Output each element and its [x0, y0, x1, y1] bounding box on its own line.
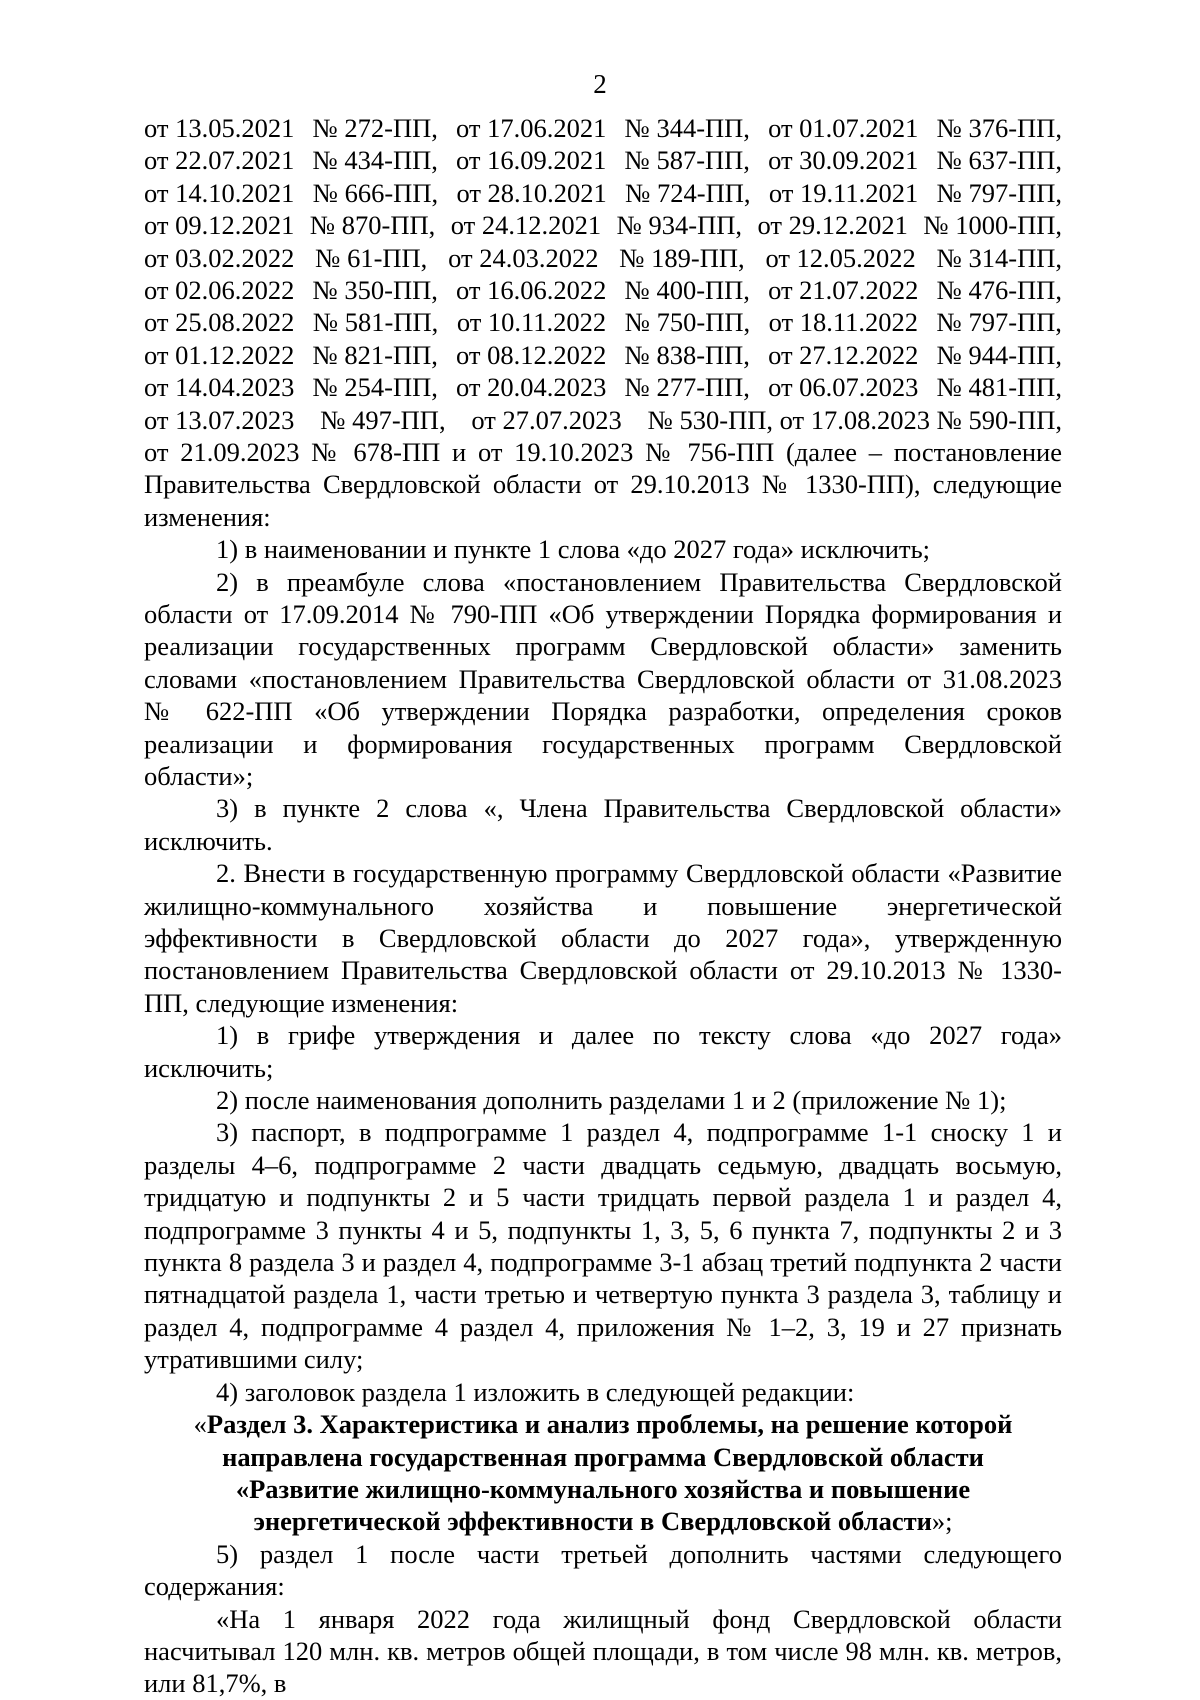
reference-number: № 481-ПП,: [936, 372, 1062, 403]
page-number: 2: [593, 69, 607, 99]
reference-date: от 13.07.2023: [144, 404, 295, 435]
reference-date: от 16.06.2022: [456, 274, 607, 305]
reference-number: № 272-ПП,: [312, 113, 438, 143]
section-heading: [144, 1408, 1062, 1538]
reference-number: № 797-ПП,: [936, 307, 1062, 338]
reference-date: от 12.05.2022: [765, 242, 916, 273]
reference-number: № 254-ПП,: [312, 372, 438, 403]
references-list: [144, 112, 1062, 436]
reference-number: № 821-ПП,: [312, 339, 438, 370]
reference-date: от 21.07.2022: [768, 274, 919, 305]
reference-date: от 20.04.2023: [456, 372, 607, 403]
reference-date: от 24.12.2021: [450, 210, 602, 241]
amendment-item: 3) в пункте 2 слова «, Члена Правительства Свердловской области» исключить.: [144, 793, 1062, 856]
reference-number: № 934-ПП,: [616, 210, 742, 241]
heading-text: Раздел 3. Характеристика и анализ проблемы, на решение которой: [206, 1409, 1013, 1440]
reference-number: № 476-ПП,: [936, 274, 1062, 305]
amendment-item: 3) паспорт, в подпрограмме 1 раздел 4, подпрограмме 1-1 сноску 1 и разделы 4–6, подпрограмме 2 части двадцать седьмую, двадцать восьмую, тридцатую и подпункты 2 и 5 части тридцать первой раздела 1 и раздел 4, подпрограмме 3 пункты 4 и 5, подпункты 1, 3, 5, 6 пункта 7, подпункты 2 и 3 пункта 8 раздела 3 и раздел 4, подпрограмме 3-1 абзац третий подпункта 2 части пятнадцатой раздела 1, части третью и четвертую пункта 3 раздела 3, таблицу и раздел 4, подпрограмме 4 раздел 4, приложения № 1–2, 3, 19 и 27 признать утратившими силу;: [144, 1117, 1062, 1375]
amendment-item: 4) заголовок раздела 1 изложить в следующей редакции:: [216, 1376, 855, 1407]
reference-date: от 30.09.2021: [768, 145, 919, 176]
reference-date: от 24.03.2022: [448, 242, 599, 273]
reference-number: № 350-ПП,: [312, 274, 438, 305]
reference-number: № 434-ПП,: [312, 145, 438, 176]
reference-date: от 22.07.2021: [144, 145, 295, 176]
reference-number: № 277-ПП,: [624, 372, 750, 403]
reference-date: от 18.11.2022: [768, 307, 919, 338]
reference-date: от 01.07.2021: [768, 113, 919, 143]
reference-date: от 27.12.2022: [768, 339, 919, 370]
document-body: [144, 112, 1062, 1700]
reference-date: от 27.07.2023: [471, 404, 622, 435]
reference-date: от 10.11.2022: [456, 307, 607, 338]
reference-date: от 14.10.2021: [144, 177, 295, 208]
reference-number: № 400-ПП,: [624, 274, 750, 305]
reference-number: № 724-ПП,: [625, 177, 751, 208]
reference-number: № 750-ПП,: [624, 307, 751, 338]
reference-date: от 19.11.2021: [768, 177, 919, 208]
reference-date: от 02.06.2022: [144, 274, 295, 305]
reference-date: от 14.04.2023: [144, 372, 295, 403]
references-row: [144, 209, 1062, 241]
reference-number: № 1000-ПП,: [923, 210, 1062, 241]
heading-line: [144, 1473, 1062, 1505]
reference-number: № 581-ПП,: [312, 307, 439, 338]
reference-number: № 944-ПП,: [936, 339, 1062, 370]
quoted-paragraph: «На 1 января 2022 года жилищный фонд Свердловской области насчитывал 120 млн. кв. метров общей площади, в том числе 98 млн. кв. метров, или 81,7%, в: [144, 1603, 1062, 1699]
reference-number: № 838-ПП,: [624, 339, 750, 370]
reference-date: от 08.12.2022: [456, 339, 607, 370]
heading-line: [144, 1441, 1062, 1473]
reference-date: от 25.08.2022: [144, 307, 295, 338]
references-continuation: от 21.09.2023 № 678-ПП и от 19.10.2023 № 756-ПП (далее – постановление Правительства Свердловской области от 29.10.2013 № 1330-ПП), следующие изменения:: [144, 436, 1062, 532]
references-row: [144, 112, 1062, 144]
reference-number: № 530-ПП, от 17.08.2023 № 590-ПП,: [647, 404, 1062, 435]
heading-text: направлена государственная программа Свердловской области: [222, 1441, 984, 1472]
heading-open-quote: «: [193, 1409, 207, 1440]
reference-number: № 376-ПП,: [936, 113, 1062, 143]
heading-line: [144, 1505, 1062, 1537]
references-row: [144, 404, 1062, 436]
reference-date: от 13.05.2021: [144, 113, 295, 143]
reference-number: № 666-ПП,: [312, 177, 439, 208]
references-row: [144, 177, 1062, 209]
reference-number: № 870-ПП,: [309, 210, 436, 241]
section-paragraph: 2. Внести в государственную программу Свердловской области «Развитие жилищно-коммунального хозяйства и повышение энергетической эффективности в Свердловской области до 2027 года», утвержденную постановлением Правительства Свердловской области от 29.10.2013 № 1330-ПП, следующие изменения:: [144, 858, 1062, 1018]
references-row: [144, 144, 1062, 176]
references-row: [144, 339, 1062, 371]
references-row: [144, 242, 1062, 274]
reference-date: от 09.12.2021: [144, 210, 295, 241]
heading-text: энергетической эффективности в Свердловской области: [253, 1506, 932, 1537]
amendment-item: 1) в наименовании и пункте 1 слова «до 2027 года» исключить;: [216, 534, 931, 565]
reference-date: от 17.06.2021: [456, 113, 607, 143]
reference-date: от 28.10.2021: [456, 177, 607, 208]
reference-date: от 29.12.2021: [757, 210, 908, 241]
references-row: [144, 371, 1062, 403]
references-row: [144, 274, 1062, 306]
reference-number: № 797-ПП,: [936, 177, 1062, 208]
reference-number: № 314-ПП,: [936, 242, 1062, 273]
reference-date: от 16.09.2021: [456, 145, 607, 176]
reference-number: № 61-ПП,: [315, 242, 428, 273]
reference-number: № 189-ПП,: [619, 242, 745, 273]
references-row: [144, 306, 1062, 338]
reference-number: № 587-ПП,: [624, 145, 750, 176]
reference-number: № 497-ПП,: [320, 404, 446, 435]
amendment-item: 2) после наименования дополнить разделами 1 и 2 (приложение № 1);: [216, 1085, 1007, 1116]
heading-close: »;: [931, 1506, 953, 1537]
reference-number: № 637-ПП,: [936, 145, 1062, 176]
amendment-item: 5) раздел 1 после части третьей дополнить частями следующего содержания:: [144, 1538, 1062, 1602]
reference-date: от 06.07.2023: [768, 372, 919, 403]
heading-line: [144, 1408, 1062, 1440]
reference-number: № 344-ПП,: [624, 113, 750, 143]
amendment-item: 1) в грифе утверждения и далее по тексту слова «до 2027 года» исключить;: [144, 1020, 1062, 1083]
reference-date: от 01.12.2022: [144, 339, 295, 370]
amendment-item: 2) в преамбуле слова «постановлением Правительства Свердловской области от 17.09.2014 № 790-ПП «Об утверждении Порядка формирования и реализации государственных программ Свердловской области» заменить словами «постановлением Правительства Свердловской области от 31.08.2023 № 622-ПП «Об утверждении Порядка разработки, определения сроков реализации и формирования государственных программ Свердловской области»;: [144, 566, 1062, 791]
reference-date: от 03.02.2022: [144, 242, 295, 273]
heading-text: «Развитие жилищно-коммунального хозяйства и повышение: [235, 1473, 971, 1504]
